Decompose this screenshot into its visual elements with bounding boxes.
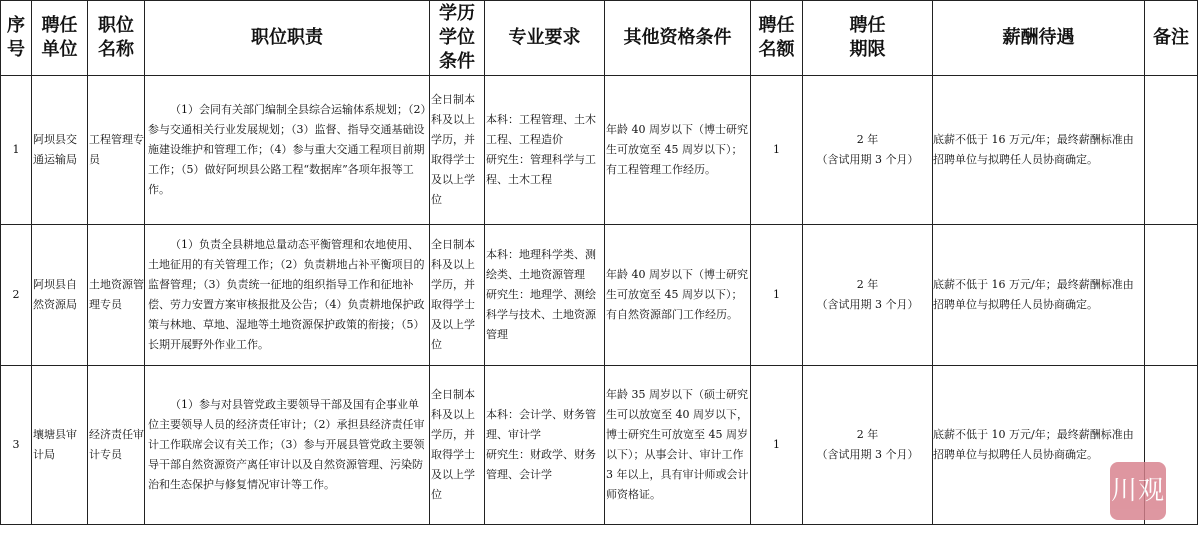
cell-duties: （1）会同有关部门编制全县综合运输体系规划；（2）参与交通相关行业发展规划；（3）监督、指导交通基础设施建设维护和管理工作；（4）参与重大交通工程项目前期工作；（5）做好阿坝县公路工程“数据库”各项年报等工作。 [145,76,430,225]
cell-position: 土地资源管理专员 [88,225,145,366]
header-major: 专业要求 [485,1,605,76]
cell-quota: 1 [751,76,803,225]
header-remark: 备注 [1145,1,1198,76]
cell-no: 1 [1,76,32,225]
cell-other: 年龄 40 周岁以下（博士研究生可放宽至 45 周岁以下）；有工程管理工作经历。 [605,76,751,225]
cell-term: 2 年 （含试用期 3 个月） [803,366,933,525]
cell-quota: 1 [751,366,803,525]
cell-major: 本科：地理科学类、测绘类、土地资源管理 研究生：地理学、测绘科学与技术、土地资源管理 [485,225,605,366]
table-row [1,366,1198,525]
header-salary: 薪酬待遇 [933,1,1145,76]
header-position: 职位 名称 [88,1,145,76]
cell-other: 年龄 35 周岁以下（硕士研究生可以放宽至 40 周岁以下，博士研究生可放宽至 45 周岁以下）；从事会计、审计工作 3 年以上，具有审计师或会计师资格证。 [605,366,751,525]
header-other: 其他资格条件 [605,1,751,76]
cell-no: 2 [1,225,32,366]
cell-position: 工程管理专员 [88,76,145,225]
cell-salary: 底薪不低于 16 万元/年；最终薪酬标准由招聘单位与拟聘任人员协商确定。 [933,225,1145,366]
cell-term: 2 年 （含试用期 3 个月） [803,225,933,366]
header-education: 学历 学位 条件 [430,1,485,76]
cell-salary: 底薪不低于 16 万元/年；最终薪酬标准由招聘单位与拟聘任人员协商确定。 [933,76,1145,225]
header-term: 聘任 期限 [803,1,933,76]
cell-major: 本科：会计学、财务管理、审计学 研究生：财政学、财务管理、会计学 [485,366,605,525]
table-row [1,225,1198,366]
cell-remark [1145,225,1198,366]
header-no: 序 号 [1,1,32,76]
cell-salary: 底薪不低于 10 万元/年；最终薪酬标准由招聘单位与拟聘任人员协商确定。 [933,366,1145,525]
cell-education: 全日制本科及以上学历，并取得学士及以上学位 [430,76,485,225]
cell-duties: （1）参与对县管党政主要领导干部及国有企事业单位主要领导人员的经济责任审计；（2）承担县经济责任审计工作联席会议有关工作；（3）参与开展县管党政主要领导干部自然资源资产离任审计以及自然资源管理、污染防治和生态保护与修复情况审计等工作。 [145,366,430,525]
cell-no: 3 [1,366,32,525]
header-unit: 聘任 单位 [32,1,88,76]
cell-major: 本科：工程管理、土木工程、工程造价 研究生：管理科学与工程、土木工程 [485,76,605,225]
cell-education: 全日制本科及以上学历，并取得学士及以上学位 [430,366,485,525]
cell-unit: 阿坝县交通运输局 [32,76,88,225]
cell-other: 年龄 40 周岁以下（博士研究生可放宽至 45 周岁以下）；有自然资源部门工作经历。 [605,225,751,366]
table-row [1,76,1198,225]
header-duties: 职位职责 [145,1,430,76]
header-row [1,1,1198,76]
watermark-logo: 川观 [1110,462,1166,520]
cell-education: 全日制本科及以上学历，并取得学士及以上学位 [430,225,485,366]
cell-unit: 阿坝县自然资源局 [32,225,88,366]
cell-quota: 1 [751,225,803,366]
cell-position: 经济责任审计专员 [88,366,145,525]
cell-duties: （1）负责全县耕地总量动态平衡管理和农地使用、土地征用的有关管理工作；（2）负责耕地占补平衡项目的监督管理；（3）负责统一征地的组织指导工作和征地补偿、劳力安置方案审核报批及公告；（4）负责耕地保护政策与林地、草地、湿地等土地资源保护政策的衔接；（5）长期开展野外作业工作。 [145,225,430,366]
cell-remark [1145,76,1198,225]
header-quota: 聘任 名额 [751,1,803,76]
cell-unit: 壤塘县审计局 [32,366,88,525]
cell-term: 2 年 （含试用期 3 个月） [803,76,933,225]
